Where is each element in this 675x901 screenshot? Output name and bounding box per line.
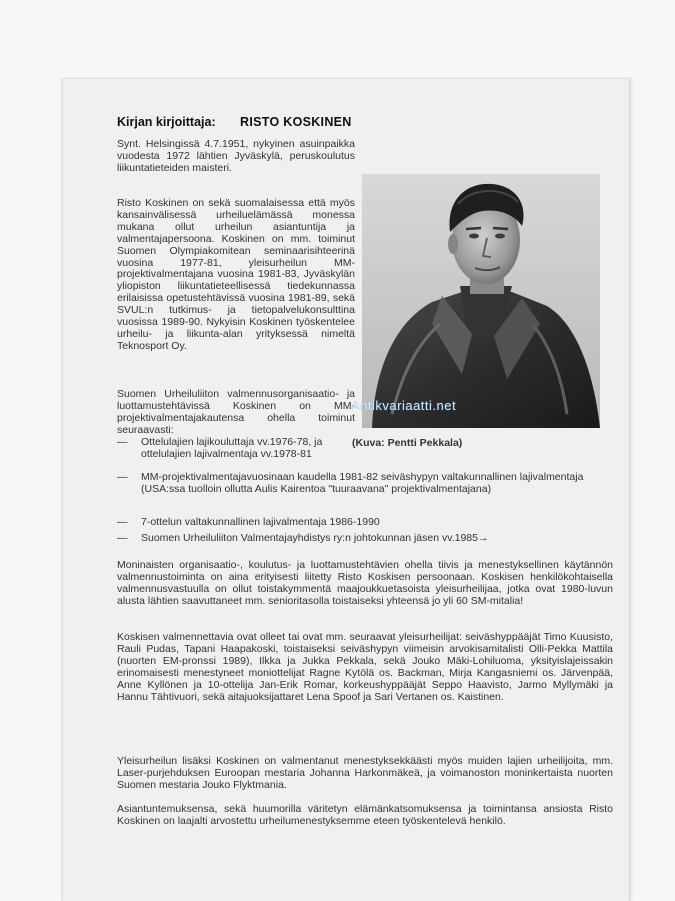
dash: — xyxy=(117,532,128,544)
dash: — xyxy=(117,471,128,483)
birth-paragraph: Synt. Helsingissä 4.7.1951, nykyinen asuinpaikka vuodesta 1972 lähtien Jyväskylä, peruskoulutus liikuntatieteiden maisteri. xyxy=(117,138,355,174)
photo-caption: (Kuva: Pentti Pekkala) xyxy=(352,437,463,449)
closing-paragraph: Asiantuntemuksensa, sekä huumorilla väritetyn elämänkatsomuksensa ja toimintansa ansiosta Risto Koskinen on laajalti arvostettu urheilumenestyksemme eteen työskentelevä henkilö. xyxy=(117,803,613,827)
author-name: RISTO KOSKINEN xyxy=(240,115,352,129)
role-text: MM-projektivalmentajavuosinaan kaudella 1981-82 seiväshypyn valtakunnallinen lajivalmentaja (USA:ssa tuolloin ollutta Aulis Kairentoa "tuuraavana" projektivalmentajana) xyxy=(141,471,584,495)
athletes-paragraph: Koskisen valmennettavia ovat olleet tai ovat mm. seuraavat yleisurheilijat: seiväshyppääjät Timo Kuusisto, Rauli Pudas, Tapani Haapakoski, toistaiseksi seiväshypyn viimeisin arvokisamitalisti Olli-Pekka Mattila (nuorten EM-pronssi 1989), Ilkka ja Jukka Pekkala, sekä Jouko Mäki-Lohiluoma, yksityislajeissakin erinomaisesti menestyneet moniottelijat Ragne Kytölä os. Backman, Mirja Kangasniemi os. Järvenpää, Anne Kyllönen ja 10-ottelija Jan-Erik Romar, korkeushyppääjät Seppo Haavisto, Jarmo Myllymäki ja Hannu Tähtivuori, sekä aitajuoksijattaret Lena Spoof ja Sari Vertanen os. Kaistinen. xyxy=(117,631,613,703)
portrait-illustration xyxy=(362,174,600,428)
role-text: Suomen Urheiluliiton Valmentajayhdistys ry:n johtokunnan jäsen vv.1985→ xyxy=(141,532,489,544)
dash: — xyxy=(117,436,128,448)
other-sports-paragraph: Yleisurheilun lisäksi Koskinen on valmentanut menestyksekkäästi myös muiden lajien urheilijoita, mm. Laser-purjehduksen Euroopan mestaria Johanna Harkonmäkeä, ja voimanoston moninkertaista nuorten Suomen mestaria Jouko Flyktmania. xyxy=(117,755,613,791)
heading-label: Kirjan kirjoittaja: xyxy=(117,115,216,129)
watermark: Antikvariaatti.net xyxy=(351,398,457,413)
role-text: 7-ottelun valtakunnallinen lajivalmentaja 1986-1990 xyxy=(141,516,380,528)
author-photo xyxy=(362,174,600,428)
summary-paragraph: Moninaisten organisaatio-, koulutus- ja luottamustehtävien ohella tiivis ja menestyksellinen käytännön valmennustoiminta on aina erityisesti liitetty Risto Koskisen persoonaan. Koskisen henkilökohtaisella valmennusvastuulla on ollut toistakymmentä maajoukkuetasoista yleisurheilijaa, jotka ovat 1980-luvun alusta lähtien saavuttaneet mm. senioritasolla toistaiseksi yhteensä jo yli 60 SM-mitalia! xyxy=(117,559,613,607)
federation-paragraph: Suomen Urheiluliiton valmennusorganisaatio- ja luottamustehtävissä Koskinen on MM-projektivalmentajakautensa ohella toiminut seuraavasti: xyxy=(117,388,355,436)
dash: — xyxy=(117,516,128,528)
role-text: Ottelulajien lajikouluttaja vv.1976-78, ja ottelulajien lajivalmentaja vv.1978-81 xyxy=(141,436,323,460)
author-heading xyxy=(117,115,352,129)
career-paragraph: Risto Koskinen on sekä suomalaisessa että myös kansainvälisessä urheiluelämässä monessa mukana ollut urheilun asiantuntija ja valmentajapersoona. Koskinen on mm. toiminut Suomen Olympiakomitean seminaarisihteerinä vuosina 1977-81, yleisurheilun MM-projektivalmentajana vuosina 1981-83, Jyväskylän yliopiston liikuntatieteellisessä tiedekunnassa erilaisissa opetustehtävissä vuosina 1981-89, sekä SVUL:n tutkimus- ja tietopalvelukonsulttina vuosissa 1989-90. Nykyisin Koskinen työskentelee urheilu- ja liikunta-alan yrityksessä nimeltä Teknosport Oy. xyxy=(117,197,355,352)
